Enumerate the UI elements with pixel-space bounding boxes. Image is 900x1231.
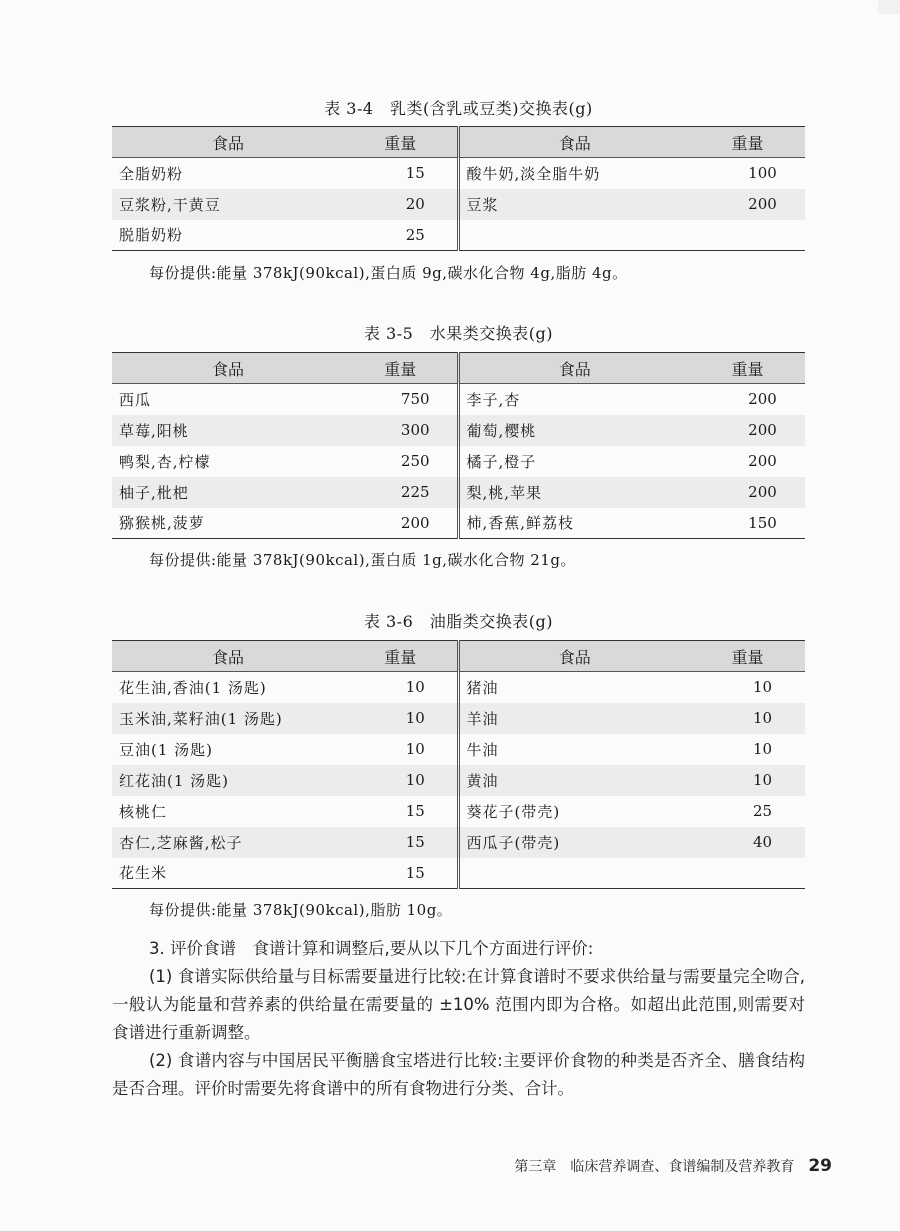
food-name-cell: 柚子,枇杷 [112,477,344,508]
weight-cell: 20 [344,189,458,220]
table-row [112,446,805,477]
table-row [112,508,805,539]
food-name-cell: 花生米 [112,858,344,889]
weight-cell: 250 [344,446,458,477]
weight-cell: 25 [752,802,773,820]
paragraph-evaluate-heading: 3. 评价食谱 食谱计算和调整后,要从以下几个方面进行评价: [149,939,594,958]
food-name-cell: 草莓,阳桃 [112,415,344,446]
food-name-cell: 花生油,香油(1 汤匙) [119,678,267,697]
food-name-cell: 西瓜 [119,390,152,409]
weight-cell: 10 [690,765,805,796]
weight-cell: 10 [690,703,805,734]
food-name-cell: 豆浆 [458,189,690,220]
table-caption-3-4: 表 3-4 乳类(含乳或豆类)交换表(g) [324,99,593,118]
food-name-cell: 豆浆粉,干黄豆 [112,189,344,220]
table-row [112,672,805,703]
weight-cell: 750 [344,384,458,415]
table-header-row [112,127,805,158]
food-name-cell [458,858,690,889]
weight-cell: 15 [344,158,458,189]
food-name-cell: 红花油(1 汤匙) [112,765,344,796]
table-caption-3-6: 表 3-6 油脂类交换表(g) [363,612,554,631]
header-weight: 重量 [690,353,805,384]
header-weight: 重量 [690,127,805,158]
weight-cell: 40 [690,827,805,858]
table-row [112,703,805,734]
food-name-cell: 葡萄,樱桃 [458,415,690,446]
weight-cell: 100 [748,164,777,183]
food-name-cell: 猕猴桃,菠萝 [112,508,344,539]
table-row [112,827,805,858]
header-food: 食品 [458,127,690,158]
food-name-cell: 李子,杏 [466,390,521,409]
food-name-cell: 黄油 [458,765,690,796]
table-note-3-4: 每份提供:能量 378kJ(90kcal),蛋白质 9g,碳水化合物 4g,脂肪 4g。 [149,264,628,282]
weight-cell: 10 [752,740,773,758]
table-row [112,189,805,220]
header-food: 食品 [112,353,344,384]
header-food: 食品 [112,641,344,672]
weight-cell: 10 [752,678,773,697]
food-name-cell: 橘子,橙子 [466,452,537,471]
weight-cell [690,858,805,889]
weight-cell: 15 [344,796,458,827]
table-row [112,858,805,889]
food-name-cell: 酸牛奶,淡全脂牛奶 [466,164,601,183]
weight-cell: 15 [344,827,458,858]
paragraph-evaluate-2: (2) 食谱内容与中国居民平衡膳食宝塔进行比较:主要评价食物的种类是否齐全、膳食结构是否合理。评价时需要先将食谱中的所有食物进行分类、合计。 [112,1051,805,1098]
weight-cell: 200 [690,415,805,446]
weight-cell: 25 [344,220,458,251]
weight-cell: 200 [748,452,777,470]
page-footer [514,1156,832,1176]
header-weight: 重量 [344,127,458,158]
table-row [112,158,805,189]
food-name-cell: 羊油 [458,703,690,734]
weight-cell: 10 [344,703,458,734]
weight-cell: 10 [344,765,458,796]
table-row [112,220,805,251]
fruit-exchange-table [112,352,805,539]
weight-cell: 10 [344,672,458,703]
table-note-3-6: 每份提供:能量 378kJ(90kcal),脂肪 10g。 [149,901,453,919]
header-food: 食品 [458,353,690,384]
header-food: 食品 [458,641,690,672]
oil-exchange-table [112,640,805,889]
weight-cell: 200 [690,477,805,508]
table-row [112,384,805,415]
milk-exchange-table [112,126,805,251]
food-name-cell: 梨,桃,苹果 [458,477,690,508]
food-name-cell: 柿,香蕉,鲜荔枝 [458,508,690,539]
body-text [112,935,805,1103]
food-name-cell: 杏仁,芝麻酱,松子 [112,827,344,858]
table-row [112,477,805,508]
table-row [112,765,805,796]
table-note-3-5: 每份提供:能量 378kJ(90kcal),蛋白质 1g,碳水化合物 21g。 [149,551,576,569]
food-name-cell: 豆油(1 汤匙) [119,740,214,759]
table-row [112,415,805,446]
food-name-cell: 葵花子(带壳) [466,802,561,821]
weight-cell: 15 [344,858,458,889]
food-name-cell: 核桃仁 [119,802,168,821]
food-name-cell: 猪油 [466,678,499,697]
header-weight: 重量 [344,353,458,384]
food-name-cell [458,220,690,251]
weight-cell: 10 [344,734,458,765]
header-weight: 重量 [344,641,458,672]
food-name-cell: 鸭梨,杏,柠檬 [119,452,211,471]
weight-cell: 300 [344,415,458,446]
weight-cell: 150 [690,508,805,539]
paragraph-evaluate-1: (1) 食谱实际供给量与目标需要量进行比较:在计算食谱时不要求供给量与需要量完全吻合,一般认为能量和营养素的供给量在需要量的 ±10% 范围内即为合格。如超出此范围,则需要对食谱进行重新调整。 [112,967,805,1042]
table-header-row [112,353,805,384]
header-weight: 重量 [690,641,805,672]
table-caption-3-5: 表 3-5 水果类交换表(g) [363,324,554,343]
weight-cell: 200 [748,390,777,409]
table-header-row [112,641,805,672]
food-name-cell: 西瓜子(带壳) [458,827,690,858]
weight-cell: 200 [690,189,805,220]
weight-cell: 225 [344,477,458,508]
food-name-cell: 全脂奶粉 [119,164,184,183]
food-name-cell: 牛油 [466,740,499,759]
table-row [112,734,805,765]
food-name-cell: 脱脂奶粉 [112,220,344,251]
header-food: 食品 [112,127,344,158]
food-name-cell: 玉米油,菜籽油(1 汤匙) [112,703,344,734]
weight-cell: 200 [344,508,458,539]
chapter-title: 第三章 临床营养调查、食谱编制及营养教育 [514,1159,795,1175]
table-row [112,796,805,827]
weight-cell [690,220,805,251]
page-corner [878,0,900,14]
page-number: 29 [808,1156,832,1176]
